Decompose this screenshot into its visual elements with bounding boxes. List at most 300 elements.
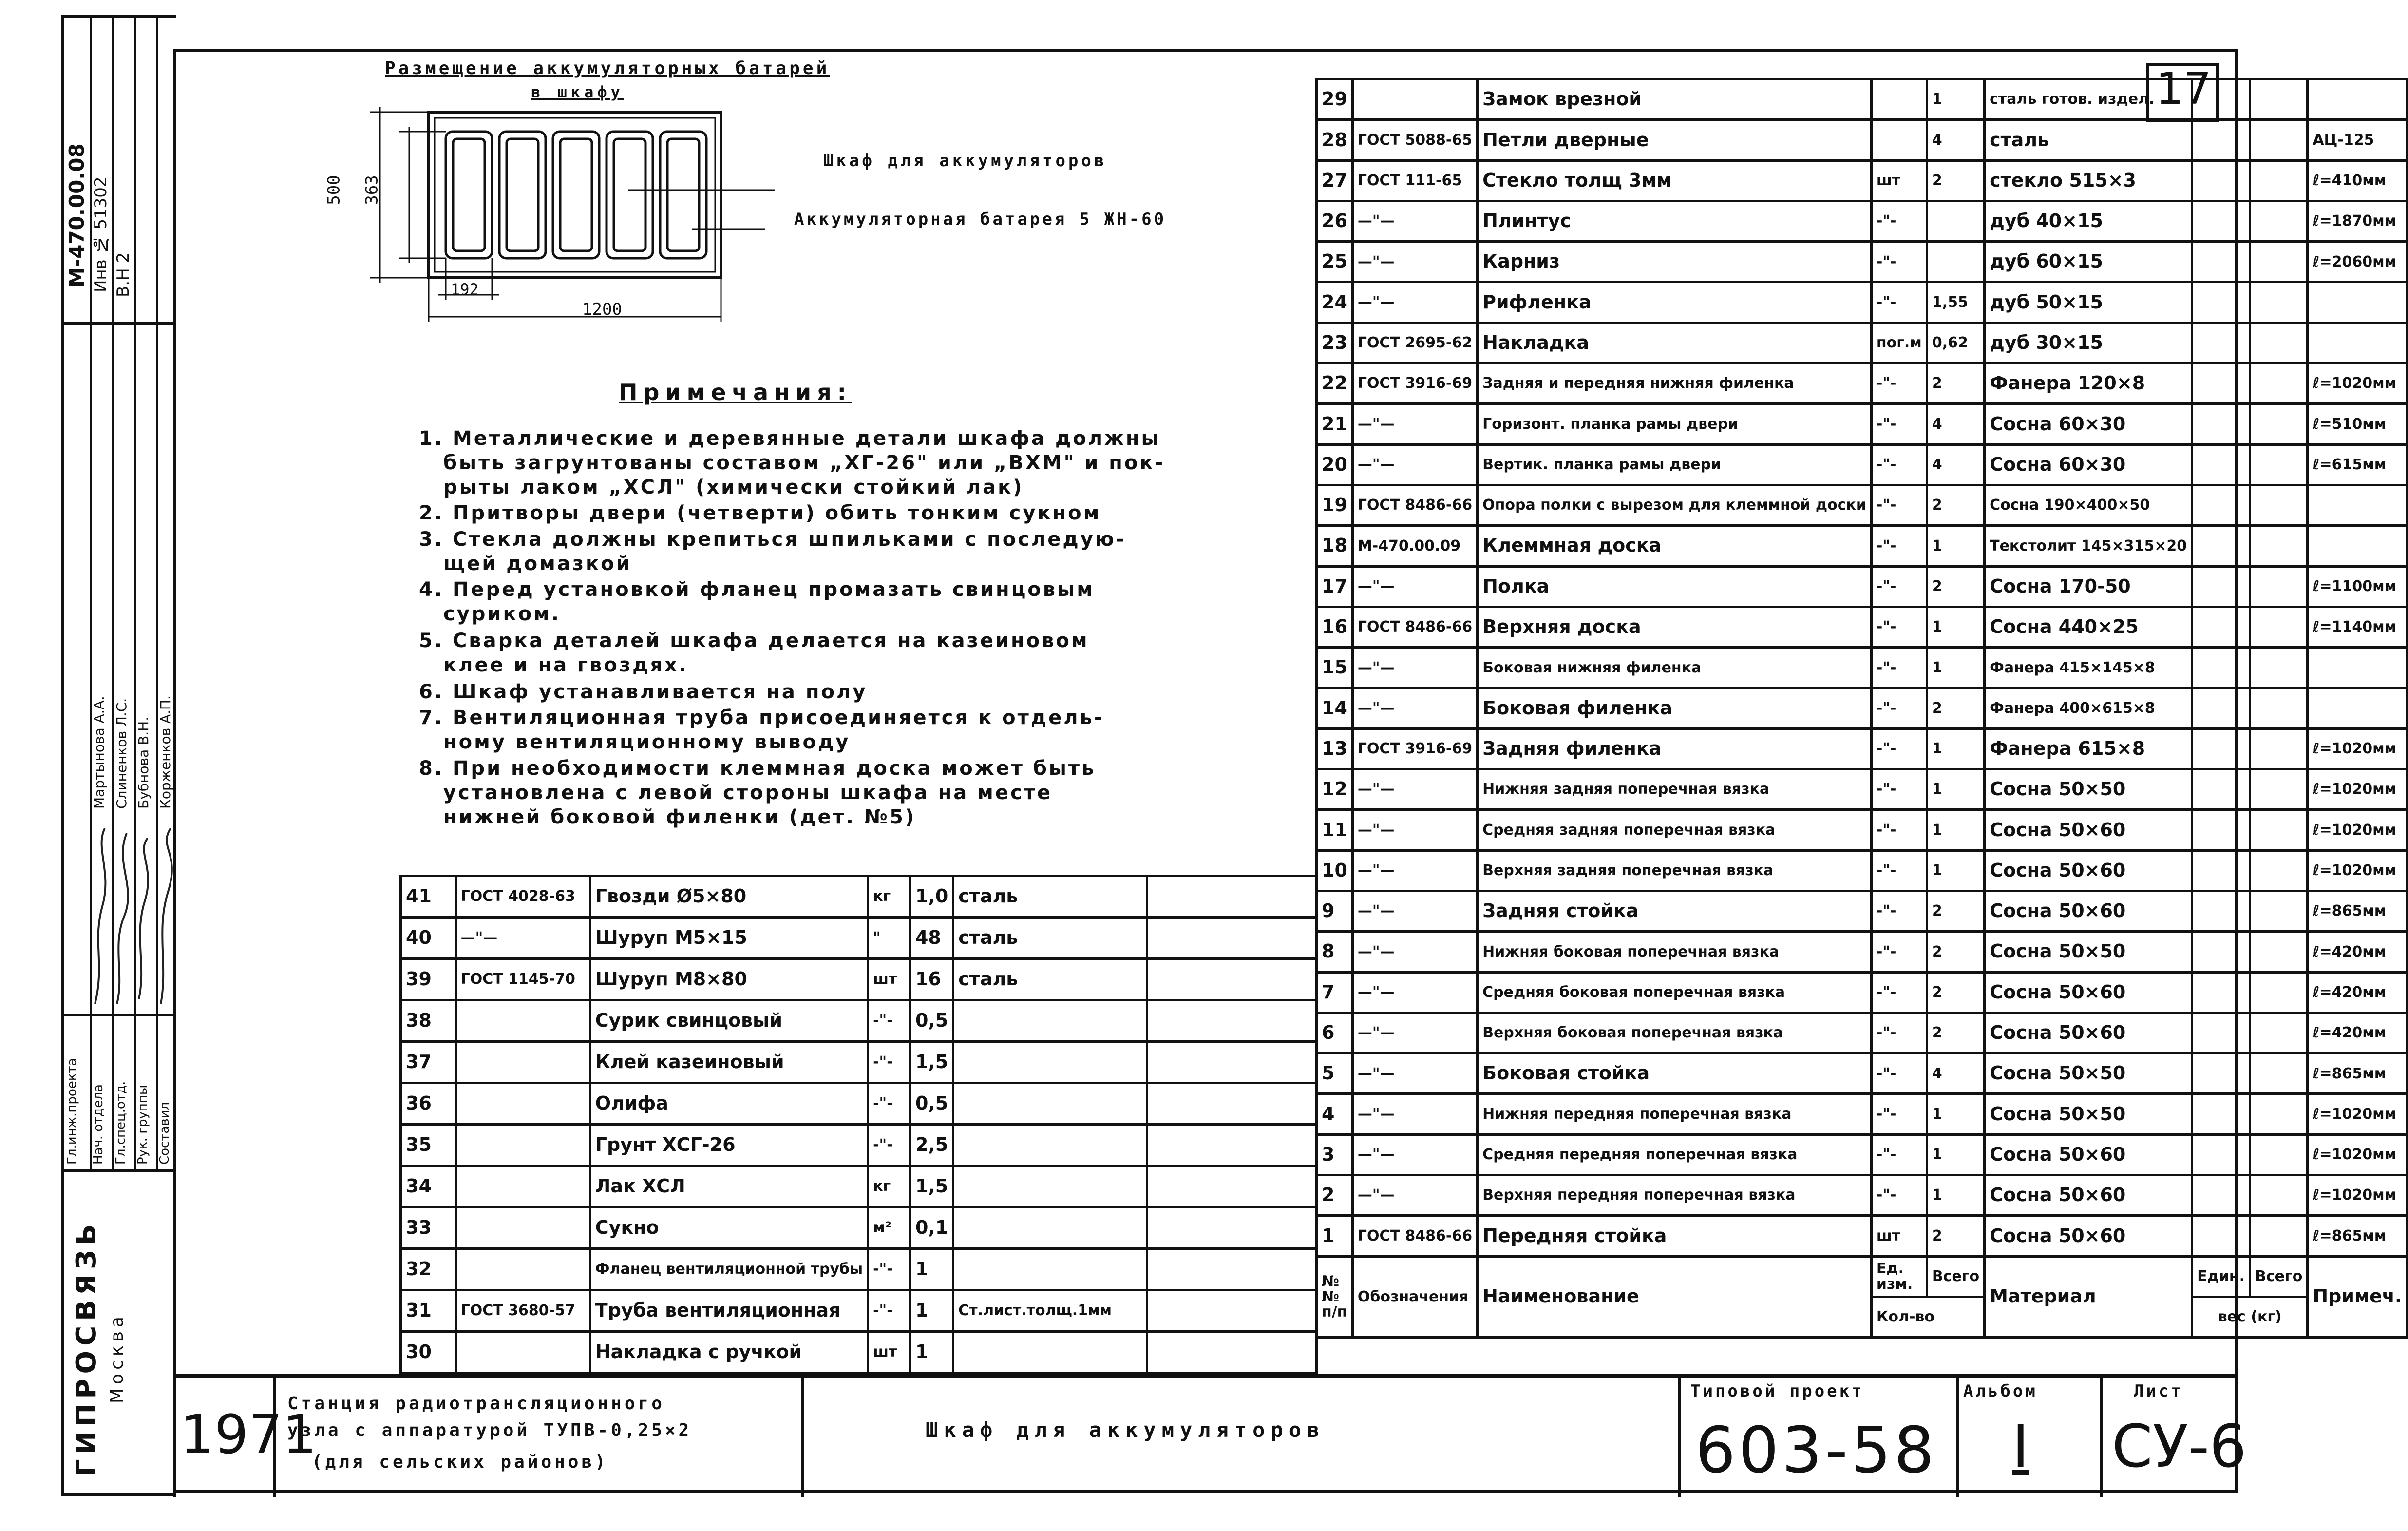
- row-number: 15: [1317, 648, 1353, 688]
- row-number: 23: [1317, 323, 1353, 363]
- row-note: [2308, 648, 2407, 688]
- row-gost: —"—: [1352, 891, 1477, 931]
- row-note: ℓ=1020мм: [2308, 728, 2407, 769]
- row-number: 6: [1317, 1013, 1353, 1053]
- row-gost: ГОСТ 111-65: [1352, 160, 1477, 201]
- note-line: рыты лаком „ХСЛ" (химически стойкий лак): [443, 476, 1024, 498]
- row-material: Ст.лист.толщ.1мм: [953, 1290, 1147, 1332]
- row-weight-unit: [2192, 160, 2250, 201]
- table-row: [401, 1332, 1317, 1373]
- row-name: Грунт ХСГ-26: [590, 1125, 868, 1166]
- row-material: дуб 50×15: [1985, 282, 2192, 323]
- table-row: [401, 1125, 1317, 1166]
- row-material: стекло 515×3: [1985, 160, 2192, 201]
- row-qty: 1: [910, 1290, 953, 1332]
- row-number: 12: [1317, 769, 1353, 810]
- row-weight-total: [2250, 972, 2308, 1013]
- table-row: [1317, 1053, 2407, 1094]
- table-row: [1317, 607, 2407, 647]
- row-material: сталь: [953, 959, 1147, 1000]
- row-qty: 1: [910, 1332, 953, 1373]
- row-note: ℓ=420мм: [2308, 972, 2407, 1013]
- row-material: Фанера 400×615×8: [1985, 688, 2192, 728]
- row-gost: ГОСТ 8486-66: [1352, 607, 1477, 647]
- left-strip: [61, 15, 176, 1496]
- tb-divider: [2100, 1378, 2103, 1497]
- row-weight-total: [2250, 282, 2308, 323]
- hdr-material: Материал: [1985, 1256, 2192, 1338]
- row-weight-total: [2250, 891, 2308, 931]
- row-number: 33: [401, 1207, 456, 1249]
- row-name: Фланец вентиляционной трубы: [590, 1249, 868, 1290]
- row-weight-unit: [2192, 485, 2250, 525]
- row-unit: [1871, 79, 1927, 120]
- row-gost: [455, 1042, 590, 1083]
- row-qty: 2: [1927, 891, 1984, 931]
- row-name: Клеммная доска: [1478, 526, 1872, 566]
- row-weight-unit: [2192, 1013, 2250, 1053]
- strip-divider: [61, 322, 176, 325]
- note-line: 8. При необходимости клеммная доска может быть: [419, 757, 1096, 780]
- row-name: Шуруп М5×15: [590, 918, 868, 959]
- row-weight-total: [2250, 526, 2308, 566]
- row-name: Олифа: [590, 1083, 868, 1125]
- note-line: 2. Притворы двери (четверти) обить тонким сукном: [419, 502, 1101, 524]
- row-gost: М-470.00.09: [1352, 526, 1477, 566]
- table-row: [401, 876, 1317, 918]
- row-name: Накладка: [1478, 323, 1872, 363]
- note-line: суриком.: [443, 603, 561, 625]
- row-weight-unit: [2192, 891, 2250, 931]
- row-weight-unit: [2192, 1134, 2250, 1175]
- tb-divider: [173, 1378, 176, 1497]
- sheet-label: Лист: [2134, 1381, 2183, 1401]
- table-row: [1317, 891, 2407, 931]
- row-empty: [1147, 1332, 1317, 1373]
- row-gost: —"—: [1352, 1053, 1477, 1094]
- row-gost: —"—: [455, 918, 590, 959]
- row-gost: —"—: [1352, 932, 1477, 972]
- row-gost: [455, 1249, 590, 1290]
- row-qty: 1: [1927, 1134, 1984, 1175]
- staff-name: Бубнова В.Н.: [135, 716, 152, 809]
- row-weight-total: [2250, 364, 2308, 404]
- row-material: [953, 1125, 1147, 1166]
- row-material: сталь: [953, 918, 1147, 959]
- strip-divider: [61, 1169, 176, 1172]
- row-weight-unit: [2192, 932, 2250, 972]
- row-name: Замок врезной: [1478, 79, 1872, 120]
- row-unit: -"-: [1871, 850, 1927, 891]
- row-unit: [1871, 120, 1927, 160]
- row-note: ℓ=1020мм: [2308, 364, 2407, 404]
- row-name: Задняя и передняя нижняя филенка: [1478, 364, 1872, 404]
- strip-divider: [61, 1014, 176, 1016]
- row-unit: -"-: [1871, 607, 1927, 647]
- row-weight-total: [2250, 648, 2308, 688]
- row-material: [953, 1042, 1147, 1083]
- row-empty: [1147, 1083, 1317, 1125]
- row-number: 3: [1317, 1134, 1353, 1175]
- row-unit: -"-: [868, 1042, 910, 1083]
- row-weight-total: [2250, 242, 2308, 282]
- row-number: 29: [1317, 79, 1353, 120]
- row-weight-total: [2250, 607, 2308, 647]
- table-row: [1317, 201, 2407, 241]
- album-number: I: [2012, 1413, 2029, 1481]
- row-gost: ГОСТ 3916-69: [1352, 728, 1477, 769]
- row-name: Накладка с ручкой: [590, 1332, 868, 1373]
- row-number: 34: [401, 1166, 456, 1207]
- row-material: Текстолит 145×315×20: [1985, 526, 2192, 566]
- row-material: Сосна 50×50: [1985, 769, 2192, 810]
- row-unit: -"-: [1871, 1175, 1927, 1216]
- row-name: Верхняя задняя поперечная вязка: [1478, 850, 1872, 891]
- staff-name: Слиненков Л.С.: [114, 698, 130, 809]
- row-empty: [1147, 1207, 1317, 1249]
- tb-divider: [1956, 1378, 1959, 1497]
- row-material: Сосна 190×400×50: [1985, 485, 2192, 525]
- parts-table-left: [399, 875, 1318, 1374]
- row-unit: -"-: [1871, 891, 1927, 931]
- row-material: [953, 1249, 1147, 1290]
- staff-role: Гл.инж.проекта: [65, 1058, 79, 1165]
- table-row: [1317, 323, 2407, 363]
- table-row: [401, 918, 1317, 959]
- row-note: [2308, 688, 2407, 728]
- row-material: [953, 1083, 1147, 1125]
- row-gost: ГОСТ 5088-65: [1352, 120, 1477, 160]
- row-weight-total: [2250, 932, 2308, 972]
- row-material: дуб 30×15: [1985, 323, 2192, 363]
- row-qty: 1: [1927, 607, 1984, 647]
- row-gost: ГОСТ 3916-69: [1352, 364, 1477, 404]
- row-name: Труба вентиляционная: [590, 1290, 868, 1332]
- note-line: клее и на гвоздях.: [443, 654, 689, 676]
- row-name: Верхняя боковая поперечная вязка: [1478, 1013, 1872, 1053]
- org-name: ГИПРОСВЯЗЬ: [71, 1219, 102, 1476]
- row-qty: 1: [910, 1249, 953, 1290]
- row-weight-unit: [2192, 1094, 2250, 1134]
- row-number: 38: [401, 1000, 456, 1042]
- row-number: 16: [1317, 607, 1353, 647]
- var-code: В.Н 2: [114, 252, 133, 297]
- row-material: Сосна 50×60: [1985, 1216, 2192, 1256]
- row-unit: -"-: [868, 1000, 910, 1042]
- tb-divider: [801, 1378, 804, 1497]
- table-row: [1317, 120, 2407, 160]
- note-line: ному вентиляционному выводу: [443, 731, 851, 753]
- note-line: 1. Металлические и деревянные детали шкафа должны: [419, 427, 1161, 450]
- row-weight-unit: [2192, 282, 2250, 323]
- row-number: 19: [1317, 485, 1353, 525]
- row-name: Боковая нижняя филенка: [1478, 648, 1872, 688]
- row-gost: —"—: [1352, 444, 1477, 485]
- table-row: [1317, 1216, 2407, 1256]
- row-qty: 1: [1927, 526, 1984, 566]
- table-row: [1317, 1134, 2407, 1175]
- row-unit: -"-: [1871, 1053, 1927, 1094]
- row-material: [953, 1166, 1147, 1207]
- row-name: Петли дверные: [1478, 120, 1872, 160]
- row-qty: 16: [910, 959, 953, 1000]
- note-line: установлена с левой стороны шкафа на месте: [443, 782, 1053, 804]
- row-unit: -"-: [868, 1125, 910, 1166]
- row-empty: [1147, 959, 1317, 1000]
- row-gost: ГОСТ 8486-66: [1352, 485, 1477, 525]
- row-number: 2: [1317, 1175, 1353, 1216]
- row-unit: -"-: [1871, 648, 1927, 688]
- row-weight-unit: [2192, 688, 2250, 728]
- row-unit: -"-: [1871, 444, 1927, 485]
- row-number: 31: [401, 1290, 456, 1332]
- dim-height-inner: 363: [362, 175, 382, 205]
- row-number: 9: [1317, 891, 1353, 931]
- note-line: 7. Вентиляционная труба присоединяется к отдель-: [419, 707, 1104, 729]
- row-number: 25: [1317, 242, 1353, 282]
- row-material: дуб 60×15: [1985, 242, 2192, 282]
- row-material: Сосна 50×60: [1985, 1013, 2192, 1053]
- dim-width-cell: 192: [451, 280, 479, 299]
- tb-divider: [1678, 1378, 1681, 1497]
- row-number: 37: [401, 1042, 456, 1083]
- row-empty: [1147, 876, 1317, 918]
- row-note: ℓ=1020мм: [2308, 1094, 2407, 1134]
- row-weight-unit: [2192, 444, 2250, 485]
- row-material: Сосна 60×30: [1985, 444, 2192, 485]
- note-line: 5. Сварка деталей шкафа делается на казеиновом: [419, 630, 1089, 652]
- row-gost: [455, 1207, 590, 1249]
- row-material: сталь: [953, 876, 1147, 918]
- staff-name: Мартынова А.А.: [91, 696, 107, 809]
- row-number: 8: [1317, 932, 1353, 972]
- row-number: 21: [1317, 404, 1353, 444]
- table-row: [1317, 282, 2407, 323]
- table-row: [1317, 242, 2407, 282]
- row-unit: -"-: [868, 1290, 910, 1332]
- table-row: [401, 1290, 1317, 1332]
- row-note: ℓ=1140мм: [2308, 607, 2407, 647]
- row-weight-unit: [2192, 120, 2250, 160]
- row-weight-unit: [2192, 79, 2250, 120]
- row-unit: -"-: [1871, 810, 1927, 850]
- row-note: ℓ=1020мм: [2308, 1134, 2407, 1175]
- row-weight-total: [2250, 810, 2308, 850]
- row-number: 18: [1317, 526, 1353, 566]
- row-qty: 1,5: [910, 1166, 953, 1207]
- row-name: Гвозди Ø5×80: [590, 876, 868, 918]
- dim-height-outer: 500: [324, 175, 344, 205]
- hdr-weight-total: Всего: [2250, 1256, 2308, 1297]
- row-empty: [1147, 1000, 1317, 1042]
- row-number: 24: [1317, 282, 1353, 323]
- row-name: Средняя задняя поперечная вязка: [1478, 810, 1872, 850]
- hdr-total: Всего: [1927, 1256, 1984, 1297]
- row-unit: -"-: [868, 1249, 910, 1290]
- row-weight-unit: [2192, 404, 2250, 444]
- row-qty: 1,55: [1927, 282, 1984, 323]
- row-unit: -"-: [1871, 688, 1927, 728]
- station-line3: (для сельских районов): [312, 1452, 608, 1472]
- row-number: 26: [1317, 201, 1353, 241]
- row-name: Сурик свинцовый: [590, 1000, 868, 1042]
- parts-table-right: [1315, 78, 2408, 1339]
- note-line: быть загрунтованы составом „ХГ-26" или „ВХМ" и пок-: [443, 452, 1165, 474]
- row-qty: 2: [1927, 1013, 1984, 1053]
- row-qty: 0,5: [910, 1000, 953, 1042]
- table-row: [401, 1249, 1317, 1290]
- row-number: 32: [401, 1249, 456, 1290]
- table-row: [401, 1207, 1317, 1249]
- row-weight-unit: [2192, 648, 2250, 688]
- table-row: [1317, 79, 2407, 120]
- row-note: ℓ=865мм: [2308, 891, 2407, 931]
- row-qty: 2: [1927, 688, 1984, 728]
- row-weight-unit: [2192, 1175, 2250, 1216]
- row-number: 40: [401, 918, 456, 959]
- row-name: Сукно: [590, 1207, 868, 1249]
- row-weight-unit: [2192, 810, 2250, 850]
- row-unit: -"-: [1871, 1134, 1927, 1175]
- row-qty: 4: [1927, 444, 1984, 485]
- row-number: 39: [401, 959, 456, 1000]
- row-weight-total: [2250, 728, 2308, 769]
- table-row: [1317, 1175, 2407, 1216]
- row-gost: ГОСТ 4028-63: [455, 876, 590, 918]
- table-row: [401, 1166, 1317, 1207]
- row-note: [2308, 282, 2407, 323]
- row-name: Средняя боковая поперечная вязка: [1478, 972, 1872, 1013]
- row-name: Полка: [1478, 566, 1872, 607]
- row-material: Сосна 50×60: [1985, 1134, 2192, 1175]
- row-name: Средняя передняя поперечная вязка: [1478, 1134, 1872, 1175]
- row-name: Задняя филенка: [1478, 728, 1872, 769]
- row-gost: —"—: [1352, 810, 1477, 850]
- table-row: [1317, 404, 2407, 444]
- row-weight-unit: [2192, 242, 2250, 282]
- row-gost: —"—: [1352, 972, 1477, 1013]
- row-unit: ": [868, 918, 910, 959]
- row-name: Нижняя боковая поперечная вязка: [1478, 932, 1872, 972]
- table-row: [1317, 485, 2407, 525]
- row-qty: 2,5: [910, 1125, 953, 1166]
- row-weight-total: [2250, 1053, 2308, 1094]
- note-line: 3. Стекла должны крепиться шпильками с последую-: [419, 528, 1126, 551]
- row-unit: кг: [868, 876, 910, 918]
- row-note: ℓ=420мм: [2308, 1013, 2407, 1053]
- drawing-title: Размещение аккумуляторных батарей: [385, 58, 830, 78]
- row-note: [2308, 323, 2407, 363]
- row-gost: —"—: [1352, 201, 1477, 241]
- row-name: Опора полки с вырезом для клеммной доски: [1478, 485, 1872, 525]
- project-label: Типовой проект: [1690, 1381, 1864, 1401]
- row-empty: [1147, 1125, 1317, 1166]
- row-gost: ГОСТ 2695-62: [1352, 323, 1477, 363]
- row-qty: 2: [1927, 1216, 1984, 1256]
- row-note: ℓ=420мм: [2308, 932, 2407, 972]
- row-gost: —"—: [1352, 242, 1477, 282]
- row-qty: 2: [1927, 972, 1984, 1013]
- table-row: [1317, 728, 2407, 769]
- row-weight-unit: [2192, 364, 2250, 404]
- row-number: 27: [1317, 160, 1353, 201]
- row-unit: -"-: [868, 1083, 910, 1125]
- row-number: 28: [1317, 120, 1353, 160]
- row-weight-total: [2250, 850, 2308, 891]
- row-name: Боковая стойка: [1478, 1053, 1872, 1094]
- label-cabinet: Шкаф для аккумуляторов: [823, 151, 1107, 171]
- row-name: Плинтус: [1478, 201, 1872, 241]
- row-note: ℓ=1020мм: [2308, 810, 2407, 850]
- row-qty: 2: [1927, 364, 1984, 404]
- project-number: 603-58: [1695, 1413, 1937, 1487]
- row-weight-unit: [2192, 566, 2250, 607]
- hdr-weight-unit: Един.: [2192, 1256, 2250, 1297]
- row-weight-unit: [2192, 607, 2250, 647]
- row-material: сталь: [1985, 120, 2192, 160]
- row-gost: [455, 1083, 590, 1125]
- row-material: [953, 1000, 1147, 1042]
- row-weight-total: [2250, 404, 2308, 444]
- row-qty: 2: [1927, 932, 1984, 972]
- row-material: Сосна 50×60: [1985, 972, 2192, 1013]
- row-name: Клей казеиновый: [590, 1042, 868, 1083]
- row-qty: 2: [1927, 566, 1984, 607]
- row-material: сталь готов. издел.: [1985, 79, 2192, 120]
- row-material: Фанера 615×8: [1985, 728, 2192, 769]
- row-qty: 1,0: [910, 876, 953, 918]
- row-material: Сосна 50×50: [1985, 932, 2192, 972]
- row-number: 11: [1317, 810, 1353, 850]
- row-unit: -"-: [1871, 932, 1927, 972]
- row-empty: [1147, 1042, 1317, 1083]
- table-row: [1317, 810, 2407, 850]
- row-unit: -"-: [1871, 1013, 1927, 1053]
- row-unit: -"-: [1871, 242, 1927, 282]
- row-gost: —"—: [1352, 1175, 1477, 1216]
- row-unit: -"-: [1871, 404, 1927, 444]
- row-gost: —"—: [1352, 404, 1477, 444]
- row-name: Верхняя доска: [1478, 607, 1872, 647]
- row-unit: -"-: [1871, 201, 1927, 241]
- hdr-unit: Ед. изм.: [1871, 1256, 1927, 1297]
- hdr-weight: вес (кг): [2192, 1297, 2308, 1337]
- row-unit: пог.м: [1871, 323, 1927, 363]
- row-unit: -"-: [1871, 1094, 1927, 1134]
- row-weight-unit: [2192, 769, 2250, 810]
- row-material: Сосна 50×60: [1985, 891, 2192, 931]
- row-unit: -"-: [1871, 485, 1927, 525]
- row-number: 36: [401, 1083, 456, 1125]
- row-weight-total: [2250, 566, 2308, 607]
- row-material: Сосна 50×50: [1985, 1053, 2192, 1094]
- row-number: 7: [1317, 972, 1353, 1013]
- note-line: 4. Перед установкой фланец промазать свинцовым: [419, 578, 1095, 601]
- row-unit: шт: [868, 1332, 910, 1373]
- hdr-no: №№ п/п: [1317, 1256, 1353, 1338]
- row-gost: [455, 1125, 590, 1166]
- row-material: [953, 1207, 1147, 1249]
- row-name: Нижняя задняя поперечная вязка: [1478, 769, 1872, 810]
- row-number: 10: [1317, 850, 1353, 891]
- table-row: [401, 1000, 1317, 1042]
- row-gost: —"—: [1352, 850, 1477, 891]
- table-row: [401, 959, 1317, 1000]
- row-qty: 1: [1927, 79, 1984, 120]
- row-note: ℓ=1020мм: [2308, 1175, 2407, 1216]
- row-gost: —"—: [1352, 769, 1477, 810]
- row-weight-unit: [2192, 1053, 2250, 1094]
